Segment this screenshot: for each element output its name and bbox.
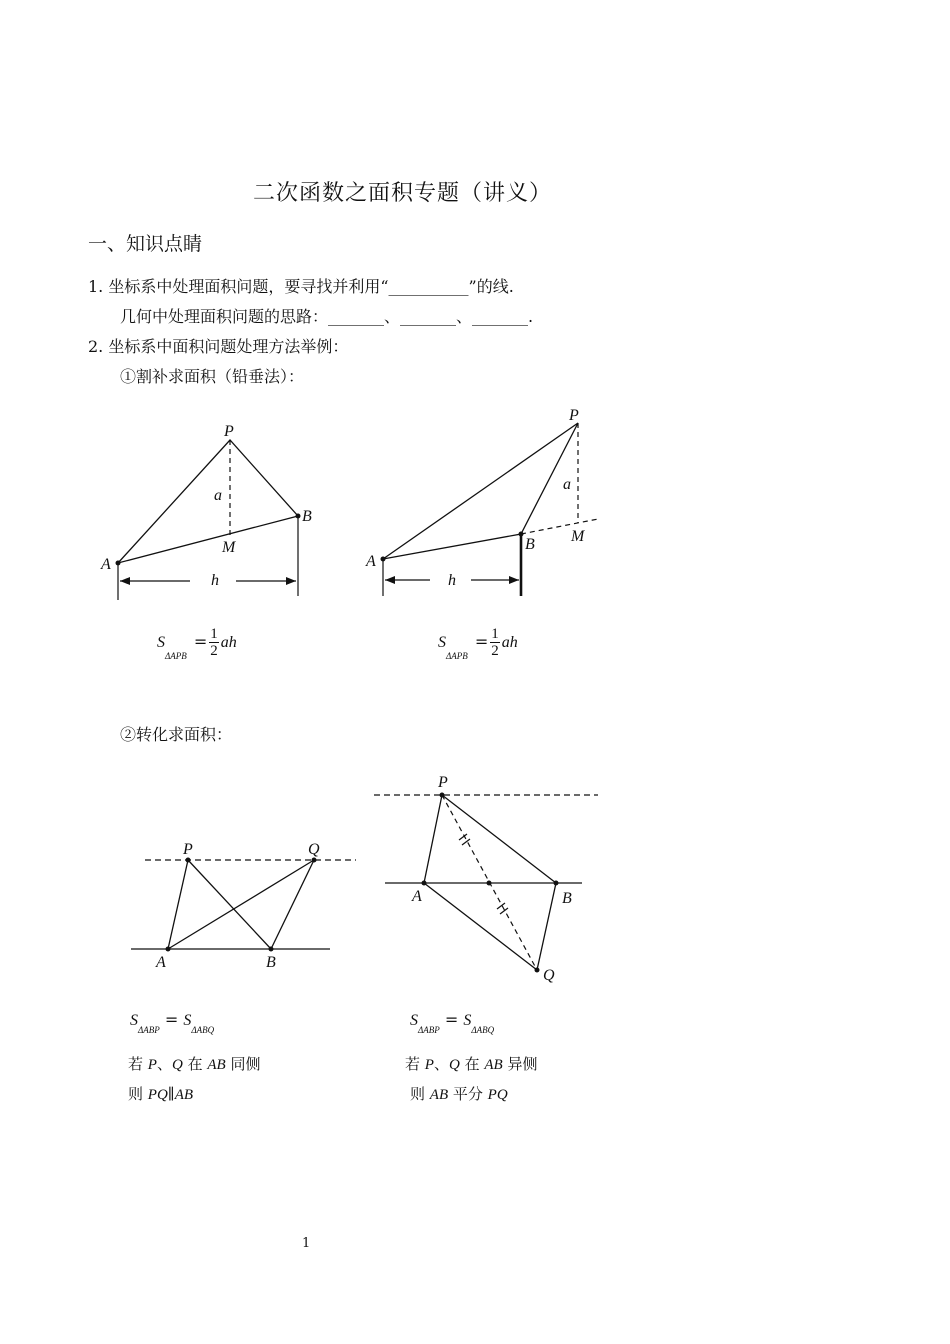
formula-3-sub2: ΔABQ — [191, 1025, 215, 1035]
blank-1: _______ — [328, 307, 385, 326]
cond4-ab: AB — [484, 1057, 503, 1073]
formula-4-s2: S — [463, 1012, 472, 1029]
page-title: 二次函数之面积专题（讲义） — [253, 181, 553, 206]
formula-3-s2: S — [183, 1012, 192, 1029]
formula-4-sub1: ΔABP — [418, 1025, 440, 1035]
method1-label: ①割补求面积（铅垂法）： — [120, 367, 305, 386]
formula-1-frac — [209, 626, 219, 659]
cond3-ab2: AB — [174, 1087, 194, 1103]
arrowhead-left-2 — [385, 576, 395, 584]
section-heading: 一、知识点睛 — [88, 233, 203, 255]
formula-4-eq: = — [444, 1010, 459, 1029]
formula-2 — [438, 626, 518, 659]
figure-3-same-side — [131, 841, 356, 971]
cond4-q: Q — [448, 1057, 460, 1073]
formula-3-eq: = — [164, 1010, 179, 1029]
cond4-ruo: 若 — [405, 1055, 425, 1073]
label-b-4: B — [562, 890, 572, 907]
cond4-end: 异侧 — [502, 1055, 538, 1073]
cond3-zai: 在 — [182, 1055, 208, 1073]
formula-2-eq: = — [474, 632, 489, 651]
item2-text: 2. 坐标系中面积问题处理方法举例： — [88, 337, 349, 356]
point-a-4 — [422, 881, 427, 886]
page-number: 1 — [302, 1236, 311, 1251]
formula-1-s: S — [157, 634, 165, 651]
cond3-q: Q — [171, 1057, 183, 1073]
label-a-2: A — [366, 553, 376, 570]
label-q-4: Q — [543, 967, 555, 984]
condition-4-line1 — [405, 1053, 537, 1074]
cond4-zai: 在 — [459, 1055, 485, 1073]
dashed-extension-bm-2 — [521, 519, 598, 534]
item1-line2-text: 几何中处理面积问题的思路： — [120, 307, 329, 326]
label-p-2: P — [569, 407, 579, 424]
figure-1-vertical-method — [100, 423, 312, 600]
formula-1-num: 1 — [210, 626, 218, 642]
figure-2-vertical-method — [365, 407, 598, 596]
cond3-ze: 则 — [128, 1085, 148, 1103]
triangle-apb-2 — [383, 423, 578, 559]
formula-2-num: 1 — [491, 626, 499, 642]
line2-end: . — [528, 307, 534, 326]
label-b-2: B — [525, 536, 535, 553]
triangle-apb-1 — [118, 440, 298, 563]
condition-4-line2 — [410, 1083, 508, 1104]
label-a-3: A — [156, 954, 166, 971]
cond3-ruo: 若 — [128, 1055, 148, 1073]
segment-ap-3 — [168, 860, 188, 949]
sep-2: 、 — [456, 307, 473, 326]
label-h-1: h — [211, 572, 219, 589]
formula-2-rest: ah — [501, 634, 518, 651]
formula-2-den: 2 — [491, 643, 499, 659]
label-b-3: B — [266, 954, 276, 971]
formula-4-s1: S — [410, 1012, 418, 1029]
label-q-3: Q — [308, 841, 320, 858]
label-b-1: B — [302, 508, 312, 525]
label-p-4: P — [438, 774, 448, 791]
label-m-2: M — [571, 528, 585, 545]
point-p-3 — [186, 858, 191, 863]
point-b-4 — [554, 881, 559, 886]
condition-3-line2 — [128, 1083, 193, 1104]
label-a-height-2: a — [563, 476, 571, 493]
cond4-pingfen: 平分 — [448, 1085, 488, 1103]
arrowhead-right-1 — [286, 577, 296, 585]
blank-2: _______ — [400, 307, 457, 326]
segment-pb-3 — [188, 860, 271, 949]
cond4-ze: 则 — [410, 1085, 430, 1103]
point-a-3 — [166, 947, 171, 952]
formula-4-sub2: ΔABQ — [471, 1025, 495, 1035]
parallel-symbol: ∥ — [167, 1085, 175, 1103]
figure-4-opposite-side — [374, 774, 598, 984]
label-h-2: h — [448, 572, 456, 589]
label-m-1: M — [222, 539, 236, 556]
cond3-p: P — [147, 1057, 157, 1073]
cond3-ab: AB — [207, 1057, 226, 1073]
point-mid-4 — [487, 881, 492, 886]
arrowhead-left-1 — [120, 577, 130, 585]
formula-3-s1: S — [130, 1012, 138, 1029]
point-a-2 — [381, 557, 386, 562]
point-b-3 — [269, 947, 274, 952]
point-q-4 — [535, 968, 540, 973]
cond4-p: P — [424, 1057, 434, 1073]
cond3-pq: PQ — [147, 1087, 168, 1103]
blank-3: _______ — [472, 307, 529, 326]
method2-label: ②转化求面积： — [120, 725, 233, 744]
cond3-sep: 、 — [156, 1055, 172, 1073]
label-a-height-1: a — [214, 487, 222, 504]
formula-2-sub: ΔAPB — [446, 651, 468, 661]
point-p-4 — [440, 793, 445, 798]
formula-1-eq: = — [193, 632, 208, 651]
formula-1 — [157, 626, 237, 659]
cond4-ab2: AB — [429, 1087, 449, 1103]
label-p-1: P — [224, 423, 234, 440]
formula-1-den: 2 — [210, 643, 218, 659]
label-a-1: A — [101, 556, 111, 573]
condition-3-line1 — [128, 1053, 260, 1074]
point-q-3 — [312, 858, 317, 863]
formula-2-frac — [490, 626, 500, 659]
label-a-4: A — [412, 888, 422, 905]
cond4-sep: 、 — [433, 1055, 449, 1073]
point-b-2 — [519, 532, 524, 537]
formula-3-sub1: ΔABP — [138, 1025, 160, 1035]
formula-2-s: S — [438, 634, 446, 651]
arrowhead-right-2 — [509, 576, 519, 584]
item1-blank: __________ — [388, 277, 469, 296]
cond3-end: 同侧 — [225, 1055, 261, 1073]
sep-1: 、 — [384, 307, 401, 326]
formula-1-rest: ah — [220, 634, 237, 651]
item1-text-a: 1. 坐标系中处理面积问题，要寻找并利用“ — [88, 277, 389, 296]
label-p-3: P — [183, 841, 193, 858]
cond4-pq: PQ — [487, 1087, 508, 1103]
item1-text-b: ”的线. — [468, 277, 514, 296]
formula-1-sub: ΔAPB — [165, 651, 187, 661]
